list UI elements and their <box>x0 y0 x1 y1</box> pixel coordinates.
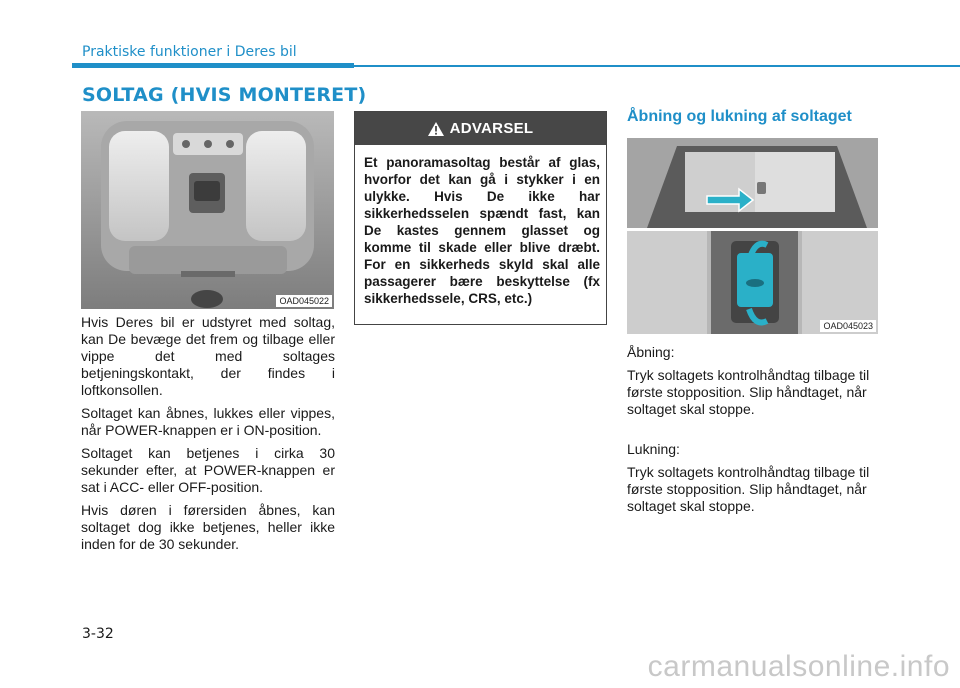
intro-paragraph: Soltaget kan åbnes, lukkes eller vippes, når POWER-knappen er i ON-position. <box>81 405 335 438</box>
page-number: 3-32 <box>82 626 114 642</box>
sunroof-switch-illustration <box>627 231 878 334</box>
intro-paragraph: Soltaget kan betjenes i cirka 30 sekunder efter, at POWER-knappen er sat i ACC- eller OFF-position. <box>81 445 335 495</box>
photo-code: OAD045022 <box>276 295 332 307</box>
warning-heading: ADVARSEL <box>449 120 534 137</box>
intro-paragraph: Hvis døren i førersiden åbnes, kan soltaget dog ikke betjenes, heller ikke inden for de 30 sekunder. <box>81 502 335 552</box>
closing-text: Tryk soltagets kontrolhåndtag tilbage til første stopposition. Slip håndtaget, når soltaget skal stoppe. <box>627 464 870 514</box>
closing-label: Lukning: <box>627 441 680 457</box>
chapter-title: Praktiske funktioner i Deres bil <box>82 44 297 60</box>
photo-code: OAD045023 <box>820 320 876 332</box>
sunroof-illustration <box>627 138 878 228</box>
overhead-console-photo <box>81 111 334 309</box>
warning-triangle-icon <box>428 122 444 136</box>
warning-text: Et panoramasoltag består af glas, hvorfor det kan gå i stykker i en ulykke. Hvis De ikke har sikkerhedsselen spændt fast, kan De kastes gennem glasset og komme til skade eller blive dræbt. For en sikkerheds skyld skal alle passagerer bære beskyttelse (fx sikkerhedssele, CRS, etc.) <box>364 155 600 306</box>
header-rule-thin <box>354 65 960 67</box>
warning-header <box>355 112 606 145</box>
section-title: SOLTAG (HVIS MONTERET) <box>82 84 367 106</box>
warning-box <box>354 111 607 325</box>
intro-text <box>81 314 335 559</box>
subsection-title: Åbning og lukning af soltaget <box>627 108 852 125</box>
operation-text <box>627 344 883 521</box>
sunroof-photo <box>627 138 878 228</box>
overhead-console-illustration <box>81 111 334 309</box>
opening-text: Tryk soltagets kontrolhåndtag tilbage til første stopposition. Slip håndtaget, når soltaget skal stoppe. <box>627 367 870 417</box>
header-rule-thick <box>72 63 354 68</box>
watermark: carmanualsonline.info <box>647 650 950 683</box>
opening-label: Åbning: <box>627 344 675 360</box>
intro-paragraph: Hvis Deres bil er udstyret med soltag, kan De bevæge det frem og tilbage eller vippe det med soltages betjeningskontakt, der findes i loftkonsollen. <box>81 314 335 398</box>
sunroof-switch-photo <box>627 231 878 334</box>
